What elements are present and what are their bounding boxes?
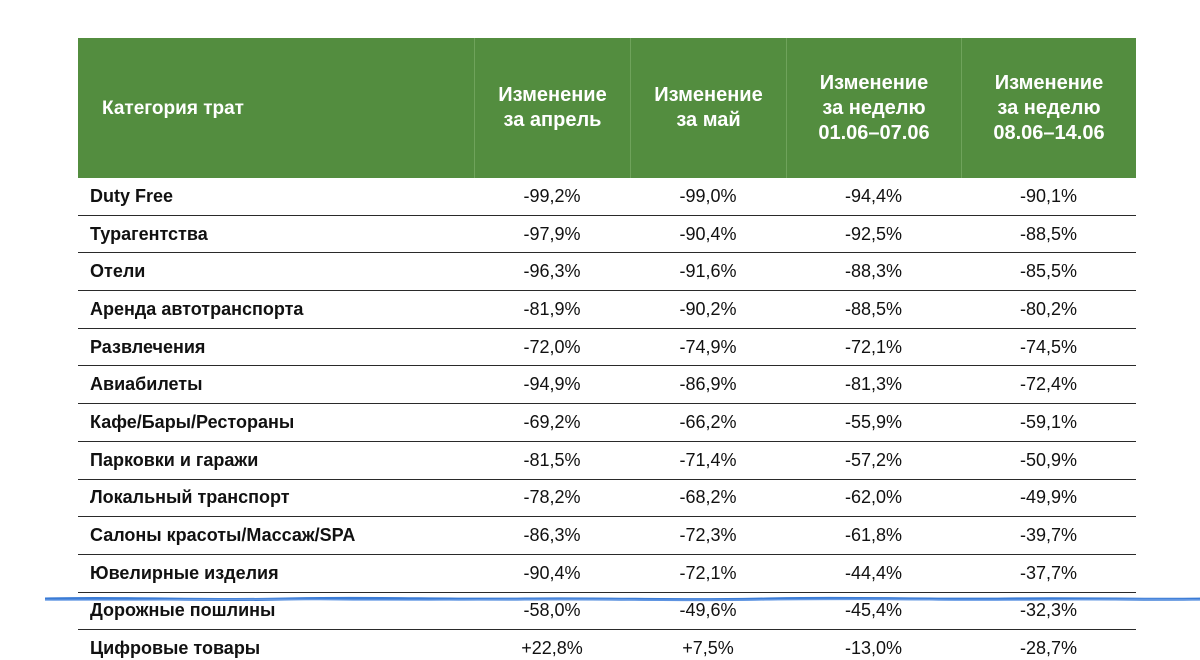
row-april: -86,3% — [523, 525, 581, 546]
table-row — [78, 630, 1136, 660]
row-may: -49,6% — [679, 600, 737, 621]
table-body — [78, 178, 1136, 660]
row-april: -69,2% — [523, 411, 581, 432]
row-week-1: -72,1% — [844, 336, 903, 357]
row-may: -72,1% — [679, 562, 737, 583]
row-week-1: -88,5% — [844, 298, 903, 319]
row-week-1: -94,4% — [844, 185, 903, 206]
header-april: Изменение за апрель — [474, 38, 630, 178]
row-week-1: -55,9% — [844, 411, 903, 432]
row-april: -90,4% — [523, 562, 581, 583]
row-category: Парковки и гаражи — [90, 449, 259, 470]
row-april: -94,9% — [523, 374, 581, 395]
row-april: -81,9% — [523, 298, 581, 319]
row-may: -66,2% — [679, 411, 737, 432]
row-category: Кафе/Бары/Рестораны — [90, 411, 295, 432]
row-week-1: -44,4% — [844, 562, 903, 583]
table-row — [78, 366, 1136, 404]
row-category: Ювелирные изделия — [90, 562, 279, 583]
row-category: Дорожные пошлины — [90, 600, 276, 621]
row-category: Аренда автотранспорта — [90, 298, 304, 319]
row-category: Салоны красоты/Массаж/SPA — [90, 525, 356, 546]
table-row — [78, 442, 1136, 480]
row-week-1: -61,8% — [844, 525, 903, 546]
row-april: -78,2% — [523, 487, 581, 508]
row-week-2: -39,7% — [1019, 525, 1078, 546]
row-week-1: -45,4% — [844, 600, 903, 621]
row-may: -74,9% — [679, 336, 737, 357]
row-april: -81,5% — [523, 449, 581, 470]
row-may: +7,5% — [682, 638, 734, 659]
row-april: +22,8% — [521, 638, 583, 659]
row-april: -99,2% — [523, 185, 581, 206]
blue-highlight-line — [45, 595, 1200, 603]
row-may: -91,6% — [679, 261, 737, 282]
row-category: Авиабилеты — [90, 374, 203, 395]
table-row — [78, 216, 1136, 254]
row-week-1: -62,0% — [844, 487, 903, 508]
row-week-1: -13,0% — [844, 638, 903, 659]
table-row — [78, 480, 1136, 518]
row-category: Отели — [90, 261, 146, 282]
row-may: -90,4% — [679, 223, 737, 244]
row-week-1: -88,3% — [844, 261, 903, 282]
header-week-2: Изменение за неделю 08.06–14.06 — [961, 38, 1136, 178]
row-category: Турагентства — [90, 223, 208, 244]
table-row — [78, 404, 1136, 442]
row-week-1: -81,3% — [844, 374, 903, 395]
row-week-2: -49,9% — [1019, 487, 1078, 508]
row-week-2: -59,1% — [1019, 411, 1078, 432]
row-april: -58,0% — [523, 600, 581, 621]
header-may: Изменение за май — [630, 38, 786, 178]
row-week-1: -57,2% — [844, 449, 903, 470]
row-may: -86,9% — [679, 374, 737, 395]
table-row — [78, 178, 1136, 216]
row-week-2: -37,7% — [1019, 562, 1078, 583]
row-week-2: -74,5% — [1019, 336, 1078, 357]
table-row — [78, 253, 1136, 291]
row-week-2: -80,2% — [1019, 298, 1078, 319]
row-may: -68,2% — [679, 487, 737, 508]
table-row — [78, 291, 1136, 329]
row-week-2: -72,4% — [1019, 374, 1078, 395]
row-category: Duty Free — [90, 185, 174, 206]
row-week-2: -85,5% — [1019, 261, 1078, 282]
row-may: -72,3% — [679, 525, 737, 546]
row-week-2: -28,7% — [1019, 638, 1078, 659]
row-category: Локальный транспорт — [90, 487, 290, 508]
row-week-2: -50,9% — [1019, 449, 1078, 470]
row-april: -97,9% — [523, 223, 581, 244]
row-week-2: -32,3% — [1019, 600, 1078, 621]
row-category: Цифровые товары — [90, 638, 261, 659]
row-week-1: -92,5% — [844, 223, 903, 244]
row-april: -96,3% — [523, 261, 581, 282]
spending-table — [78, 38, 1136, 660]
row-week-2: -88,5% — [1019, 223, 1078, 244]
row-category: Развлечения — [90, 336, 206, 357]
header-week-1: Изменение за неделю 01.06–07.06 — [786, 38, 961, 178]
table-row — [78, 329, 1136, 367]
row-may: -71,4% — [679, 449, 737, 470]
row-may: -99,0% — [679, 185, 737, 206]
header-category: Категория трат — [102, 97, 244, 119]
row-may: -90,2% — [679, 298, 737, 319]
table-row — [78, 555, 1136, 593]
row-april: -72,0% — [523, 336, 581, 357]
row-week-2: -90,1% — [1019, 185, 1078, 206]
table-row — [78, 517, 1136, 555]
table-header — [78, 38, 1136, 178]
